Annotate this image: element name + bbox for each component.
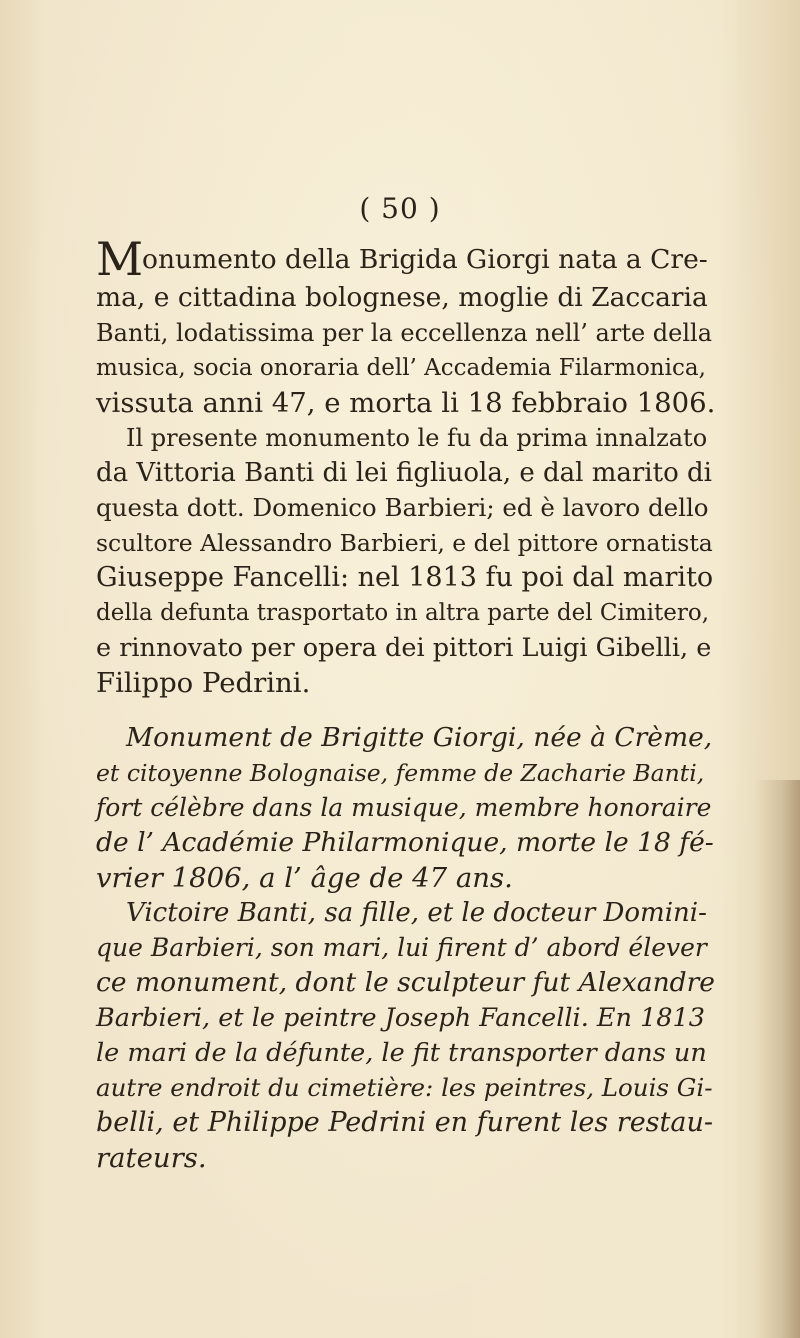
french-line-8: ce monument, dont le sculpteur fut Alexandre: [96, 967, 715, 998]
french-line-5: vrier 1806, a l’ âge de 47 ans.: [96, 862, 513, 894]
italian-line-7: da Vittoria Banti di lei figliuola, e dal marito di: [96, 458, 712, 488]
french-line-3: fort célèbre dans la musique, membre honoraire: [96, 793, 712, 822]
french-line-11: autre endroit du cimetière: les peintres, Louis Gi-: [96, 1073, 713, 1102]
french-line-4: de l’ Académie Philarmonique, morte le 18 fé-: [96, 827, 714, 858]
french-line-10: le mari de la défunte, le fit transporter dans un: [96, 1038, 707, 1068]
french-line-6: Victoire Banti, sa fille, et le docteur Domini-: [126, 898, 707, 928]
italian-line-13: Filippo Pedrini.: [96, 667, 311, 699]
french-line-2: et citoyenne Bolognaise, femme de Zacharie Banti,: [96, 759, 705, 787]
italian-line-3: Banti, lodatissima per la eccellenza nell’ arte della: [96, 319, 713, 347]
french-line-13: rateurs.: [96, 1142, 207, 1174]
french-line-7: que Barbieri, son mari, lui firent d’ abord élever: [96, 933, 707, 962]
italian-line-4: musica, socia onoraria dell’ Accademia Filarmonica,: [96, 355, 706, 381]
italian-line-1: onumento della Brigida Giorgi nata a Cre-: [142, 244, 708, 275]
italian-line-12: e rinnovato per opera dei pittori Luigi Gibelli, e: [96, 633, 712, 663]
french-line-1: Monument de Brigitte Giorgi, née à Crème,: [126, 722, 713, 753]
french-line-9: Barbieri, et le peintre Joseph Fancelli. En 1813: [96, 1003, 705, 1033]
italian-line-8: questa dott. Domenico Barbieri; ed è lavoro dello: [96, 493, 709, 522]
french-line-12: belli, et Philippe Pedrini en furent les restau-: [96, 1107, 713, 1138]
italian-line-2: ma, e cittadina bolognese, moglie di Zaccaria: [96, 282, 708, 313]
italian-line-9: scultore Alessandro Barbieri, e del pittore ornatista: [96, 529, 713, 557]
italian-line-5: vissuta anni 47, e morta li 18 febbraio 1806.: [96, 387, 716, 419]
italian-line-10: Giuseppe Fancelli: nel 1813 fu poi dal marito: [96, 562, 714, 593]
drop-capital: M: [96, 232, 144, 286]
page-number: ( 50 ): [359, 192, 441, 225]
italian-line-11: della defunta trasportato in altra parte del Cimitero,: [96, 600, 710, 626]
italian-line-6: Il presente monumento le fu da prima innalzato: [126, 424, 708, 452]
page-edge-shadow: [754, 780, 800, 1338]
